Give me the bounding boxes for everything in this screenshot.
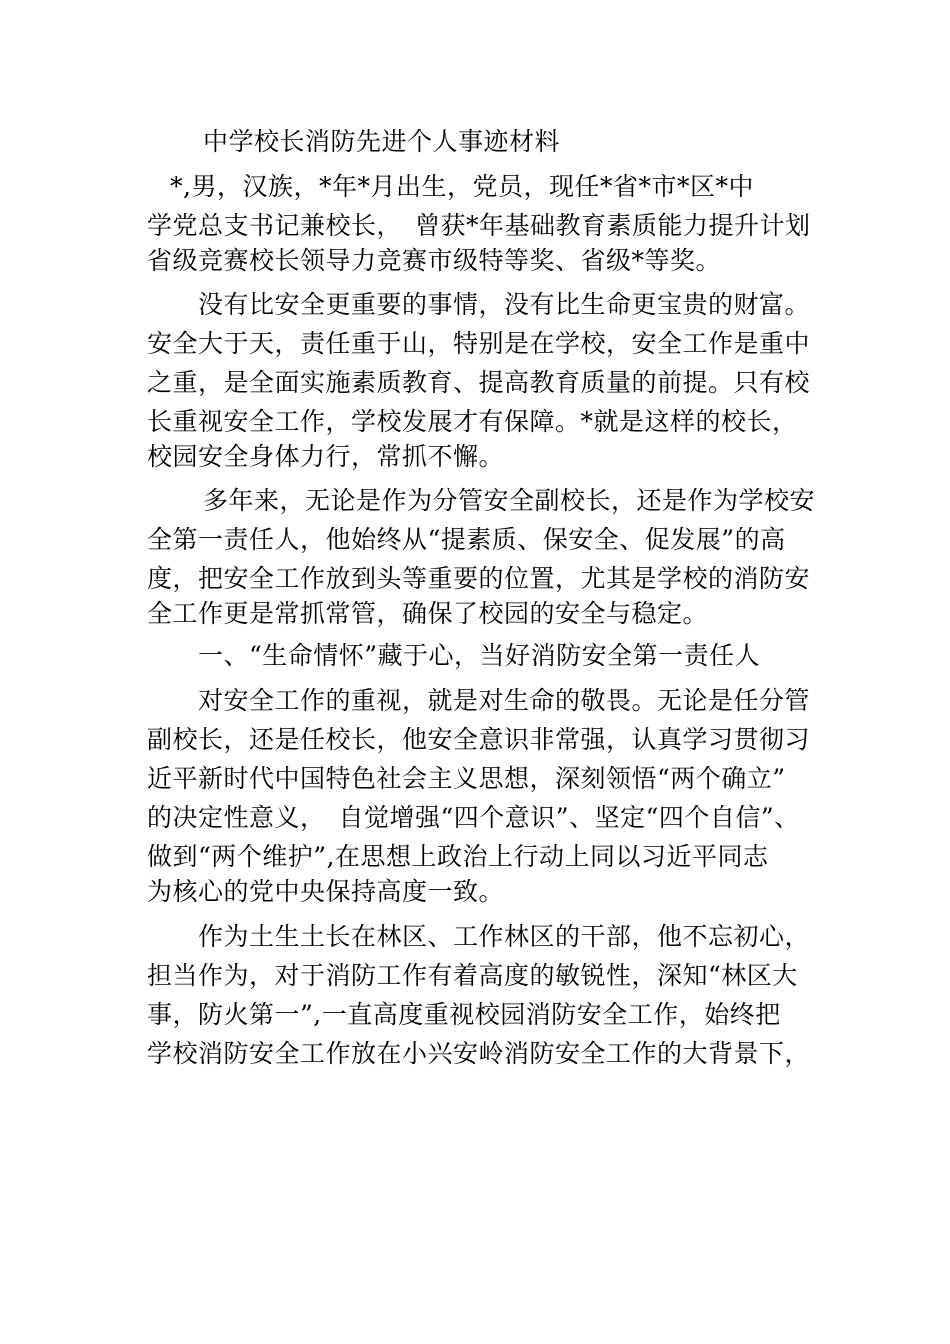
paragraph-1-line-3: 省级竞赛校长领导力竞赛市级特等奖、省级*等奖。 — [147, 246, 722, 275]
paragraph-3-line-4: 全工作更是常抓常管，确保了校园的安全与稳定。 — [147, 599, 709, 628]
paragraph-5-line-3: 事，防火第一”,一直高度重视校园消防安全工作，始终把 — [147, 1000, 781, 1029]
paragraph-3-line-3: 度，把安全工作放到头等重要的位置，尤其是学校的消防安 — [147, 564, 811, 593]
paragraph-2-line-3: 之重，是全面实施素质教育、提高教育质量的前提。只有校 — [147, 368, 811, 397]
paragraph-2-line-5: 校园安全身体力行，常抓不懈。 — [147, 442, 505, 471]
paragraph-4-line-4: 的决定性意义， 自觉增强“四个意识”、坚定“四个自信”、 — [147, 803, 800, 832]
paragraph-4-line-5: 做到“两个维护”,在思想上政治上行动上同以习近平同志 — [147, 842, 769, 871]
paragraph-4-line-1: 对安全工作的重视，就是对生命的敬畏。无论是任分管 — [198, 686, 811, 715]
paragraph-5-line-4: 学校消防安全工作放在小兴安岭消防安全工作的大背景下， — [147, 1039, 811, 1068]
section-heading-1: 一、“生命情怀”藏于心，当好消防安全第一责任人 — [198, 641, 761, 670]
paragraph-5-line-1: 作为土生土长在林区、工作林区的干部，他不忘初心， — [198, 922, 811, 951]
paragraph-4-line-2: 副校长，还是任校长，他安全意识非常强，认真学习贯彻习 — [147, 725, 811, 754]
paragraph-4-line-3: 近平新时代中国特色社会主义思想，深刻领悟“两个确立” — [147, 764, 786, 793]
paragraph-3-line-2: 全第一责任人，他始终从“提素质、保安全、促发展”的高 — [147, 525, 786, 554]
paragraph-5-line-2: 担当作为，对于消防工作有着高度的敏锐性，深知“林区大 — [147, 961, 798, 990]
paragraph-1-line-1: *,男，汉族，*年*月出生，党员，现任*省*市*区*中 — [170, 172, 754, 201]
paragraph-4-line-6: 为核心的党中央保持高度一致。 — [147, 877, 505, 906]
paragraph-2-line-2: 安全大于天，责任重于山，特别是在学校，安全工作是重中 — [147, 329, 811, 358]
paragraph-2-line-1: 没有比安全更重要的事情，没有比生命更宝贵的财富。 — [198, 290, 811, 319]
paragraph-2-line-4: 长重视安全工作，学校发展才有保障。*就是这样的校长， — [147, 407, 798, 436]
document-title: 中学校长消防先进个人事迹材料 — [203, 127, 561, 156]
paragraph-1-line-2: 学党总支书记兼校长， 曾获*年基础教育素质能力提升计划 — [147, 211, 811, 240]
paragraph-3-line-1: 多年来，无论是作为分管安全副校长，还是作为学校安 — [203, 486, 816, 515]
